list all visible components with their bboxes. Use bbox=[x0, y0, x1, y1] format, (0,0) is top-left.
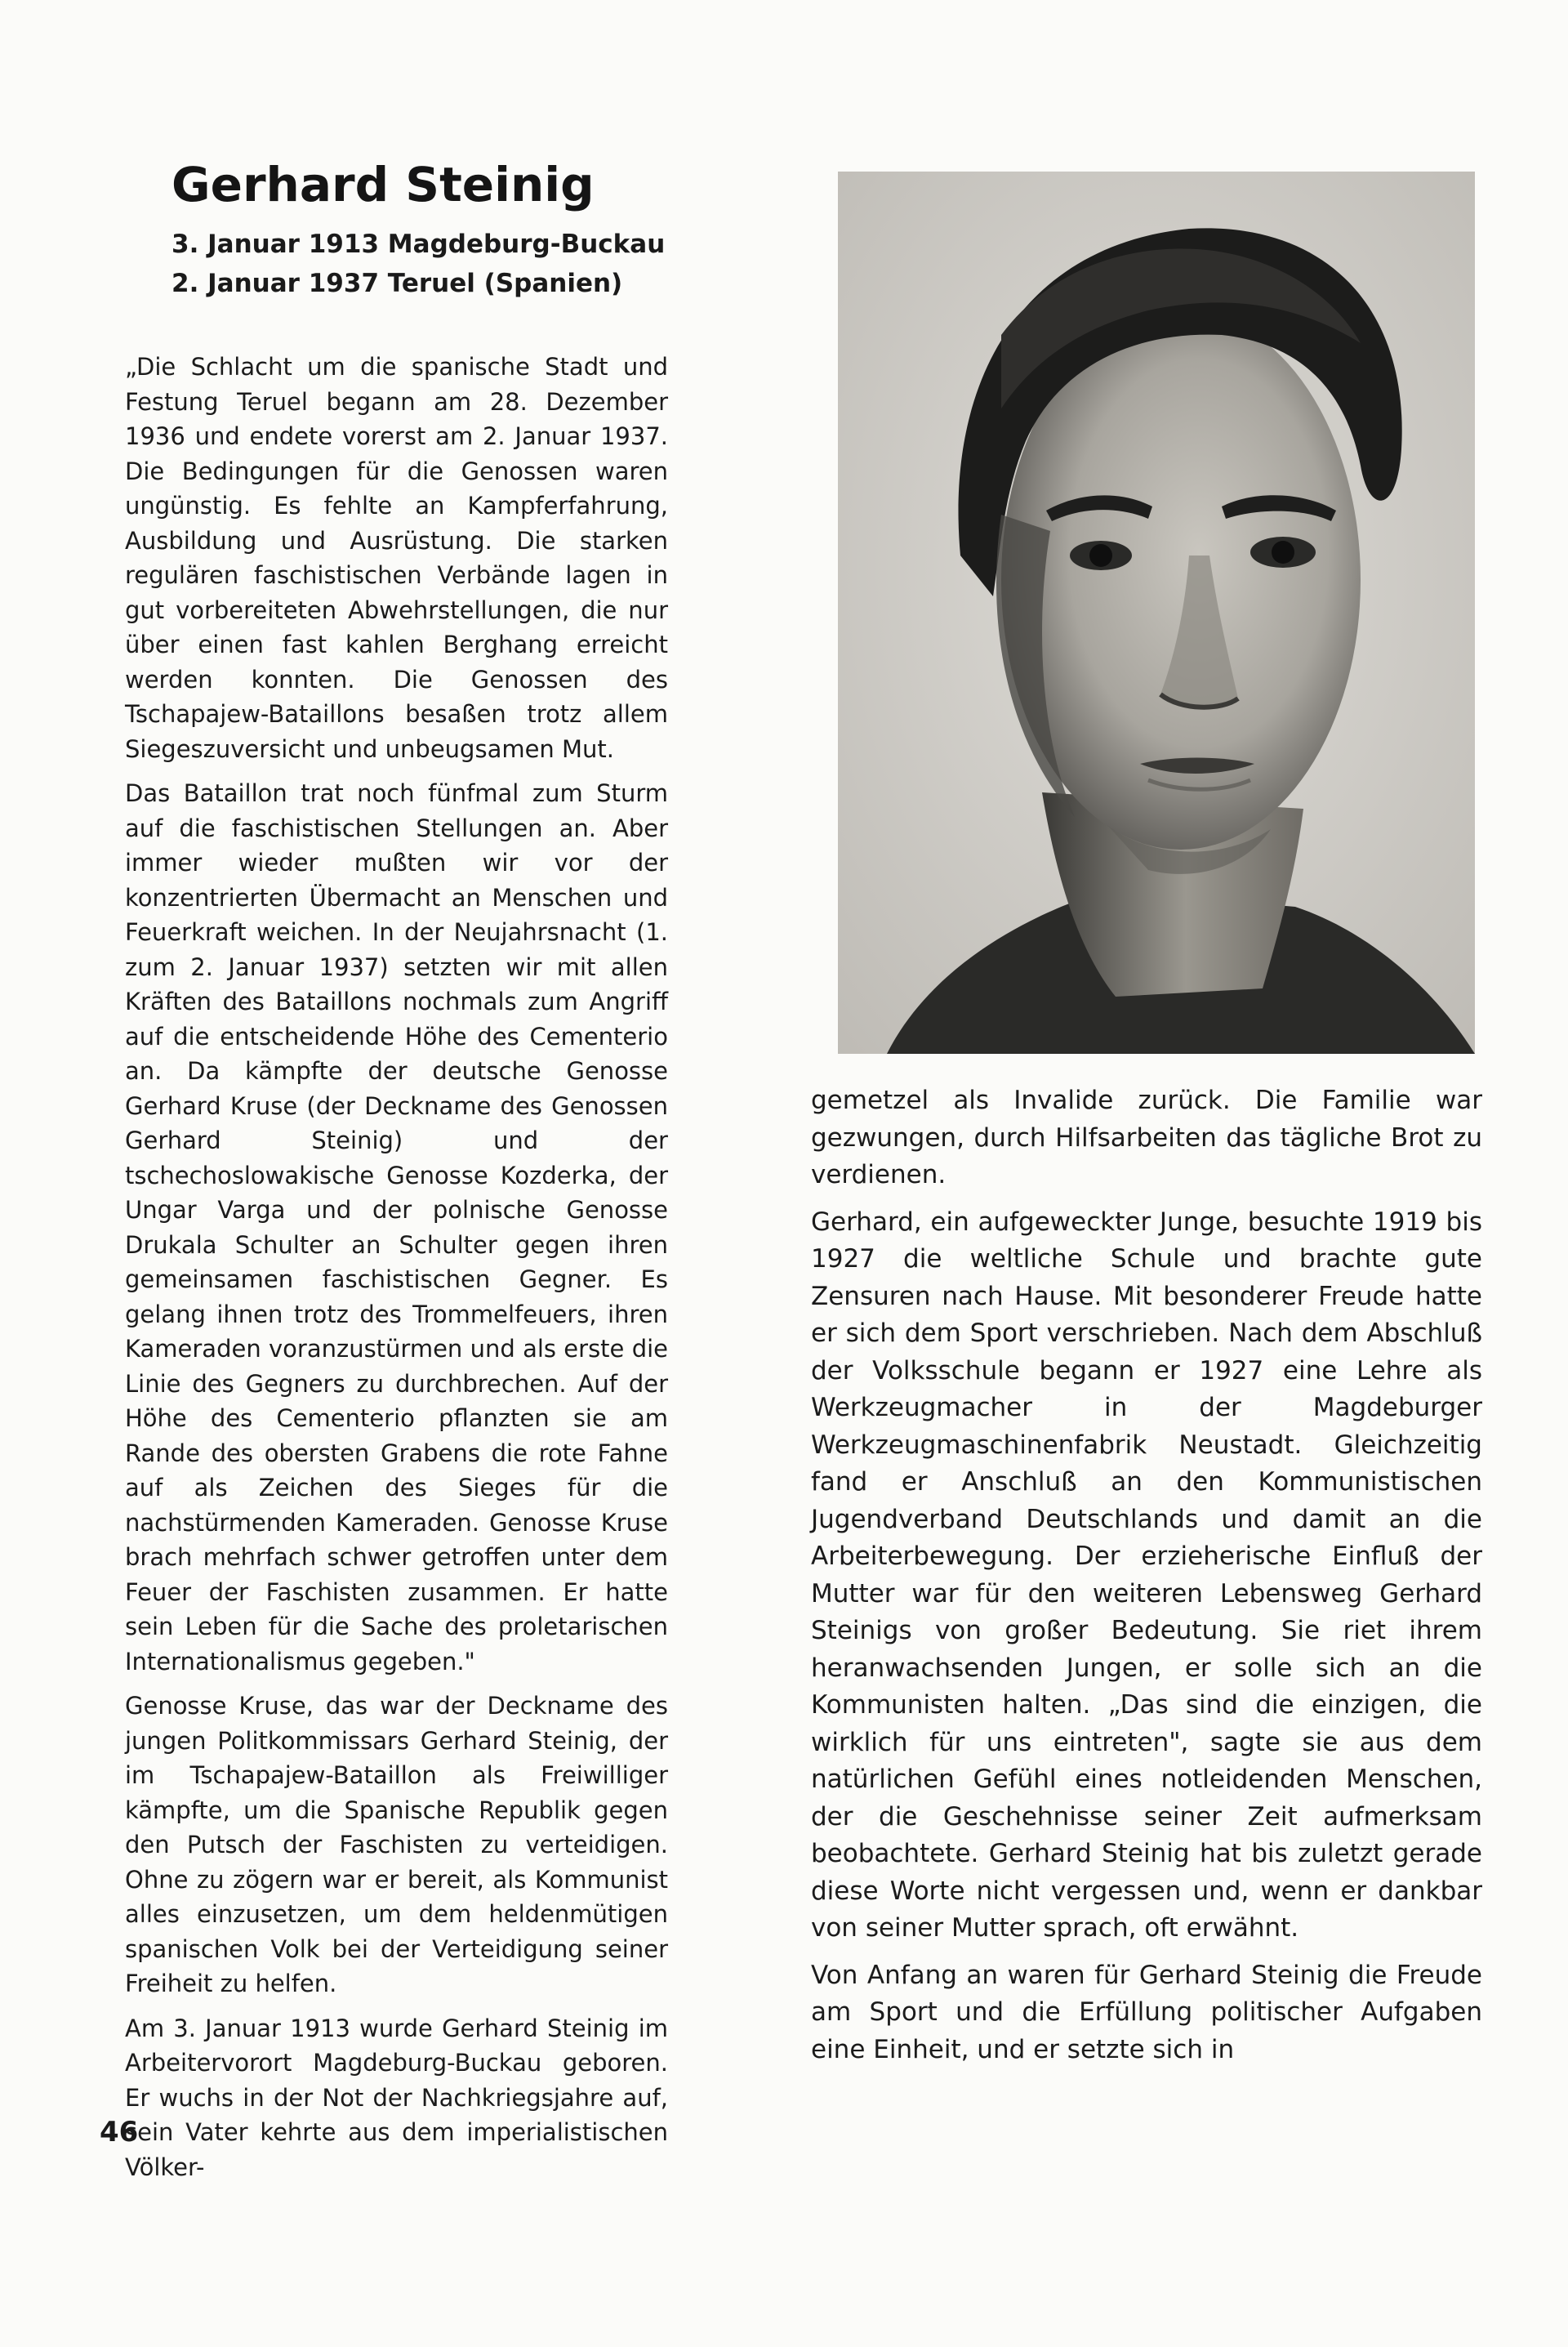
body-paragraph: Von Anfang an waren für Gerhard Steinig die Freude am Sport und die Erfüllung politischer Aufgaben eine Einheit, und er setzte sich in bbox=[811, 1960, 1482, 2064]
birth-date: 3. Januar 1913 Magdeburg-Buckau bbox=[172, 230, 666, 259]
body-paragraph: Genosse Kruse, das war der Deckname des jungen Politkommissars Gerhard Steinig, der im Tschapajew-Bataillon als Freiwilliger kämpfte, um die Spanische Republik gegen den Putsch der Faschisten zu verteidigen. Ohne zu zögern war er bereit, als Kommunist alles einzusetzen, um dem heldenmütigen spanischen Volk bei der Verteidigung seiner Freiheit zu helfen. bbox=[125, 1692, 668, 1997]
page-title: Gerhard Steinig bbox=[172, 157, 595, 212]
death-date: 2. Januar 1937 Teruel (Spanien) bbox=[172, 269, 623, 298]
body-paragraph: Gerhard, ein aufgeweckter Junge, besuchte 1919 bis 1927 die weltliche Schule und brachte gute Zensuren nach Hause. Mit besonderer Freude hatte er sich dem Sport verschrieben. Nach dem Abschluß der Volksschule begann er 1927 eine Lehre als Werkzeugmacher in der Magdeburger Werkzeugmaschinenfabrik Neustadt. Gleichzeitig fand er Anschluß an den Kommunistischen Jugendverband Deutschlands und damit an die Arbeiterbewegung. Der erzieherische Einfluß der Mutter war für den weiteren Lebensweg Gerhard Steinigs von großer Bedeutung. Sie riet ihrem heranwachsenden Jungen, er solle sich an die Kommunisten halten. „Das sind die einzigen, die wirklich für uns eintreten", sagte sie aus dem natürlichen Gefühl eines notleidenden Menschen, der die Geschehnisse seiner Zeit aufmerksam beobachtete. Gerhard Steinig hat bis zuletzt gerade diese Worte nicht vergessen und, wenn er dankbar von seiner Mutter sprach, oft erwähnt. bbox=[811, 1207, 1482, 1943]
body-paragraph: Am 3. Januar 1913 wurde Gerhard Steinig im Arbeitervorort Magdeburg-Buckau geboren. Er wuchs in der Not der Nachkriegsjahre auf, sein Vater kehrte aus dem imperialistischen Völker- bbox=[125, 2014, 668, 2181]
portrait-photo-icon bbox=[838, 172, 1475, 1054]
left-text-column bbox=[125, 350, 668, 2194]
quote-paragraph-2: Das Bataillon trat noch fünfmal zum Sturm auf die faschistischen Stellungen an. Aber immer wieder mußten wir vor der konzentrierten Übermacht an Menschen und Feuerkraft weichen. In der Neujahrsnacht (1. zum 2. Januar 1937) setzten wir mit allen Kräften des Bataillons nochmals zum Angriff auf die entscheidende Höhe des Cementerio an. Da kämpfte der deutsche Genosse Gerhard Kruse (der Deckname des Genossen Gerhard Steinig) und der tschechoslowakische Genosse Kozderka, der Ungar Varga und der polnische Genosse Drukala Schulter an Schulter gegen ihren gemeinsamen faschistischen Gegner. Es gelang ihnen trotz des Trommelfeuers, ihren Kameraden voranzustürmen und als erste die Linie des Gegners zu durchbrechen. Auf der Höhe des Cementerio pflanzten sie am Rande des obersten Grabens die rote Fahne auf als Zeichen des Sieges für die nachstürmenden Kameraden. Genosse Kruse brach mehrfach schwer getroffen unter dem Feuer der Faschisten zusammen. Er hatte sein Leben für die Sache des proletarischen Internationalismus gegeben." bbox=[125, 779, 668, 1675]
body-paragraph: gemetzel als Invalide zurück. Die Familie war gezwungen, durch Hilfsarbeiten das tägliche Brot zu verdienen. bbox=[811, 1086, 1482, 1189]
portrait-photo bbox=[838, 172, 1475, 1054]
life-dates bbox=[172, 225, 665, 303]
page-number: 46 bbox=[100, 2116, 139, 2148]
right-text-column bbox=[811, 1082, 1482, 2078]
quote-paragraph-1: „Die Schlacht um die spanische Stadt und Festung Teruel begann am 28. Dezember 1936 und endete vorerst am 2. Januar 1937. Die Bedingungen für die Genossen waren ungünstig. Es fehlte an Kampferfahrung, Ausbildung und Ausrüstung. Die starken regulären faschistischen Verbände lagen in gut vorbereiteten Abwehrstellungen, die nur über einen fast kahlen Berghang erreicht werden konnten. Die Genossen des Tschapajew-Bataillons besaßen trotz allem Siegeszuversicht und unbeugsamen Mut. bbox=[125, 353, 668, 763]
